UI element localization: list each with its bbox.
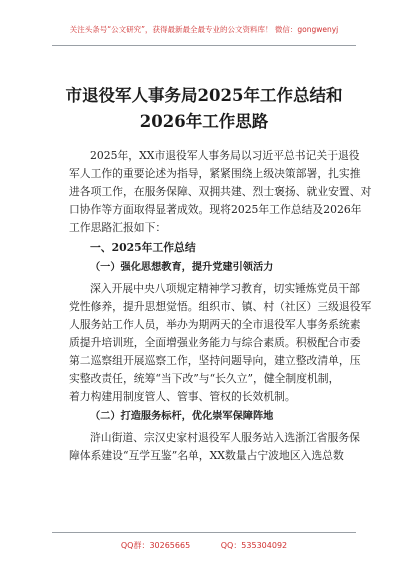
subsection-heading: （二）打造服务标杆，优化崇军保障阵地 — [90, 411, 274, 422]
body-line: 工作思路汇报如下： — [69, 221, 167, 234]
body-line: 浒山街道、宗汉史家村退役军人服务站入选浙江省服务保 — [90, 431, 360, 444]
document-title-line-1: 市退役军人事务局2025年工作总结和 — [65, 86, 343, 105]
header-divider — [52, 45, 356, 46]
document-title-line-2: 2026年工作思路 — [139, 112, 269, 131]
footer-contacts — [0, 540, 408, 551]
body-line: 进各项工作，在服务保障、双拥共建、烈士褒扬、就业安置、对 — [69, 185, 372, 198]
body-line: 深入开展中央八项规定精神学习教育，切实锤炼党员干部 — [90, 282, 360, 295]
body-line: 着力构建用制度管人、管事、管权的长效机制。 — [69, 390, 296, 403]
body-line: 障体系建设“互学互鉴”名单，XX数量占宁波地区入选总数 — [69, 449, 344, 462]
body-line: 军人工作的重要论述为指导，紧紧围绕上级决策部署，扎实推 — [69, 167, 361, 180]
body-line: 党性修养，提升思想觉悟。组织市、镇、村（社区）三级退役军 — [69, 300, 372, 313]
footer-divider — [52, 532, 356, 533]
body-line: 第二巡察组开展巡察工作，坚持问题导向，建立整改清单，压 — [69, 354, 361, 367]
body-line: 实整改责任，统筹“当下改”与“长久立”，健全制度机制， — [69, 372, 340, 385]
header-banner: 关注头条号“公文研究”，获得最新最全最专业的公文资料库！ 微信：gongwenyj — [69, 25, 339, 34]
footer-qq-group: QQ群：30265665 — [120, 541, 191, 550]
section-heading: 一、2025年工作总结 — [90, 241, 196, 254]
subsection-heading: （一）强化思想教育，提升党建引领活力 — [90, 262, 274, 273]
footer-qq: QQ：535304092 — [220, 541, 288, 550]
body-line: 质提升培训班，全面增强业务能力与综合素质。积极配合市委 — [69, 336, 361, 349]
body-line: 口协作等方面取得显著成效。现将2025年工作总结及2026年 — [69, 203, 362, 216]
body-line: 2025年，XX市退役军人事务局以习近平总书记关于退役 — [90, 149, 360, 162]
body-line: 人服务站工作人员，举办为期两天的全市退役军人事务系统素 — [69, 318, 361, 331]
